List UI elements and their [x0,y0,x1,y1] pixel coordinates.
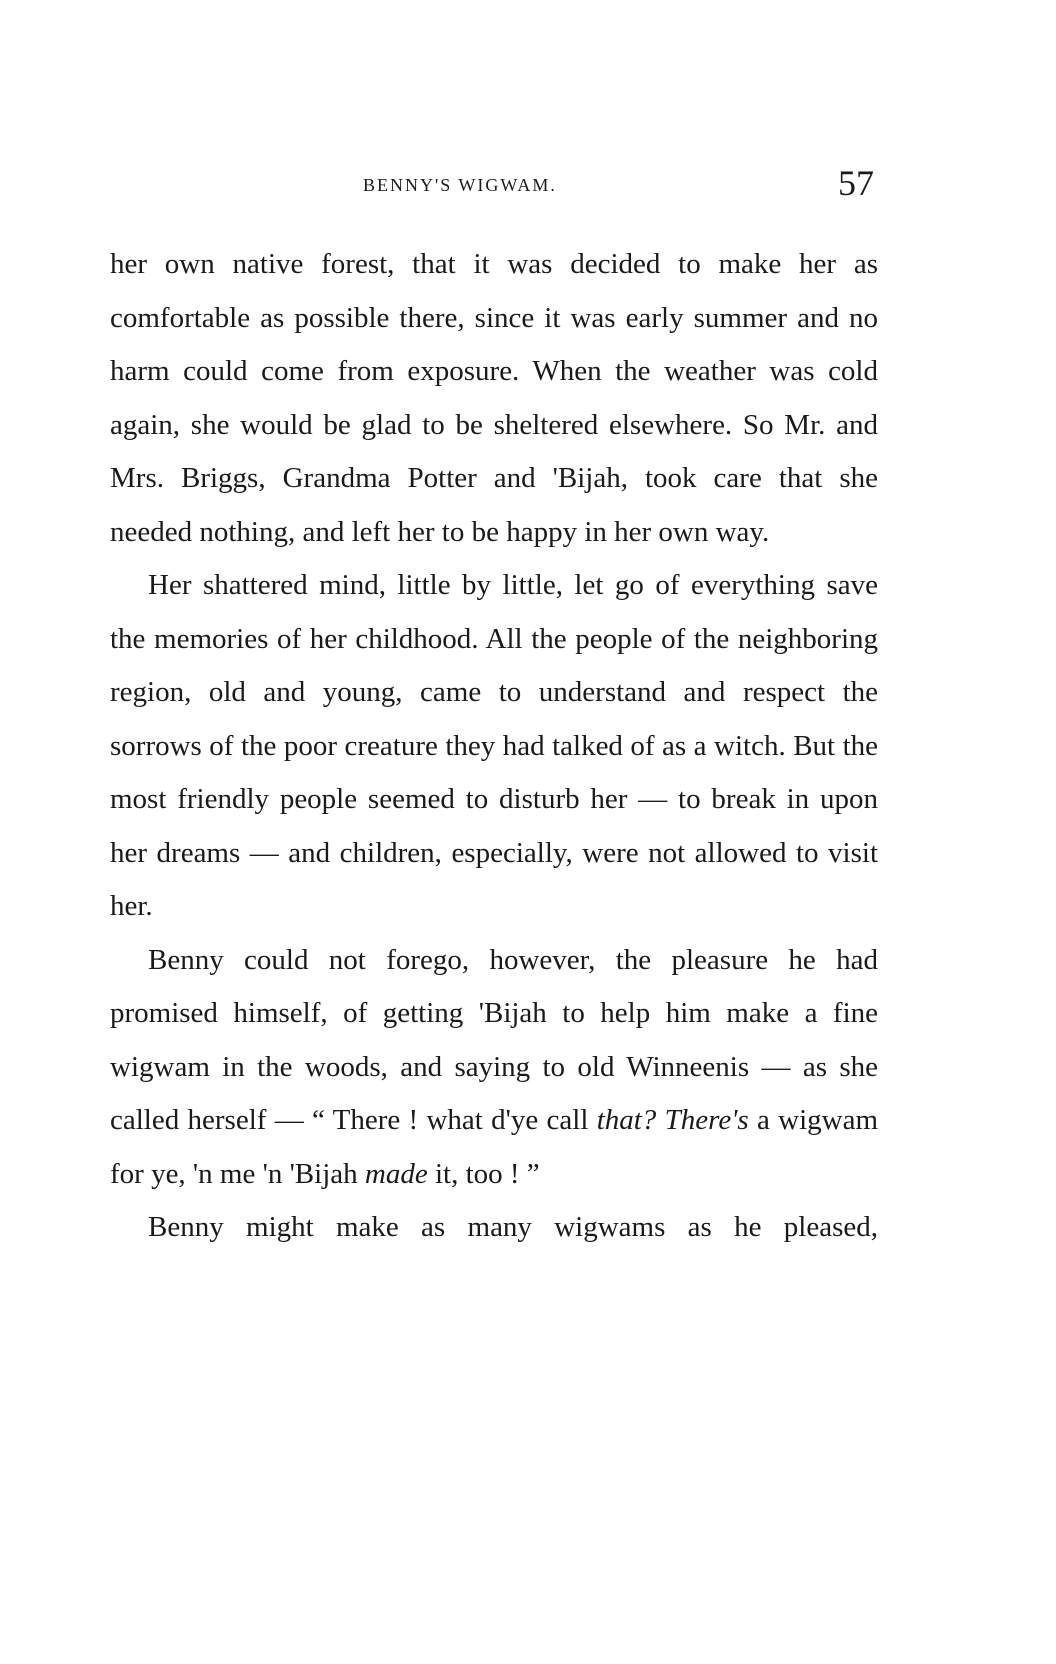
paragraph-3-italic-made: made [364,1157,428,1190]
paragraph-3-text-d: it, too ! ” [427,1157,540,1190]
page-text [110,238,878,1255]
paragraph-3-text-a: Benny could not forego, however, the pleasure he had promised himself, of getting 'Bijah to help him make a fine wigwam in the woods, and saying to old Winneenis — as she called herself — “ There ! what d'ye call [110,943,878,1136]
page-number: 57 [838,163,874,203]
paragraph-1: her own native forest, that it was decided to make her as comfortable as possible there, since it was early summer and no harm could come from exposure. When the weather was cold again, she would be glad to be sheltered elsewhere. So Mr. and Mrs. Briggs, Grandma Potter and 'Bijah, took care that she needed nothing, and left her to be happy in her own way. [110,248,878,548]
paragraph-3-italic-theres: There's [664,1104,749,1136]
paragraph-4: Benny might make as many wigwams as he pleased, [148,1211,878,1243]
paragraph-3-text-b [656,1104,664,1136]
paragraph-3-text-c: a wigwam for ye, 'n me 'n 'Bijah [110,1104,879,1190]
paragraph-3-italic-that: that? [596,1104,657,1136]
paragraph-2: Her shattered mind, little by little, let go of everything save the memories of her childhood. All the people of the neighboring region, old and young, came to understand and respect the sorrows of the poor creature they had talked of as a witch. But the most friendly people seemed to disturb her — to break in upon her dreams — and children, especially, were not allowed to visit her. [110,569,878,922]
paragraph-3 [110,934,878,1202]
running-title: BENNY'S WIGWAM. [363,175,557,195]
